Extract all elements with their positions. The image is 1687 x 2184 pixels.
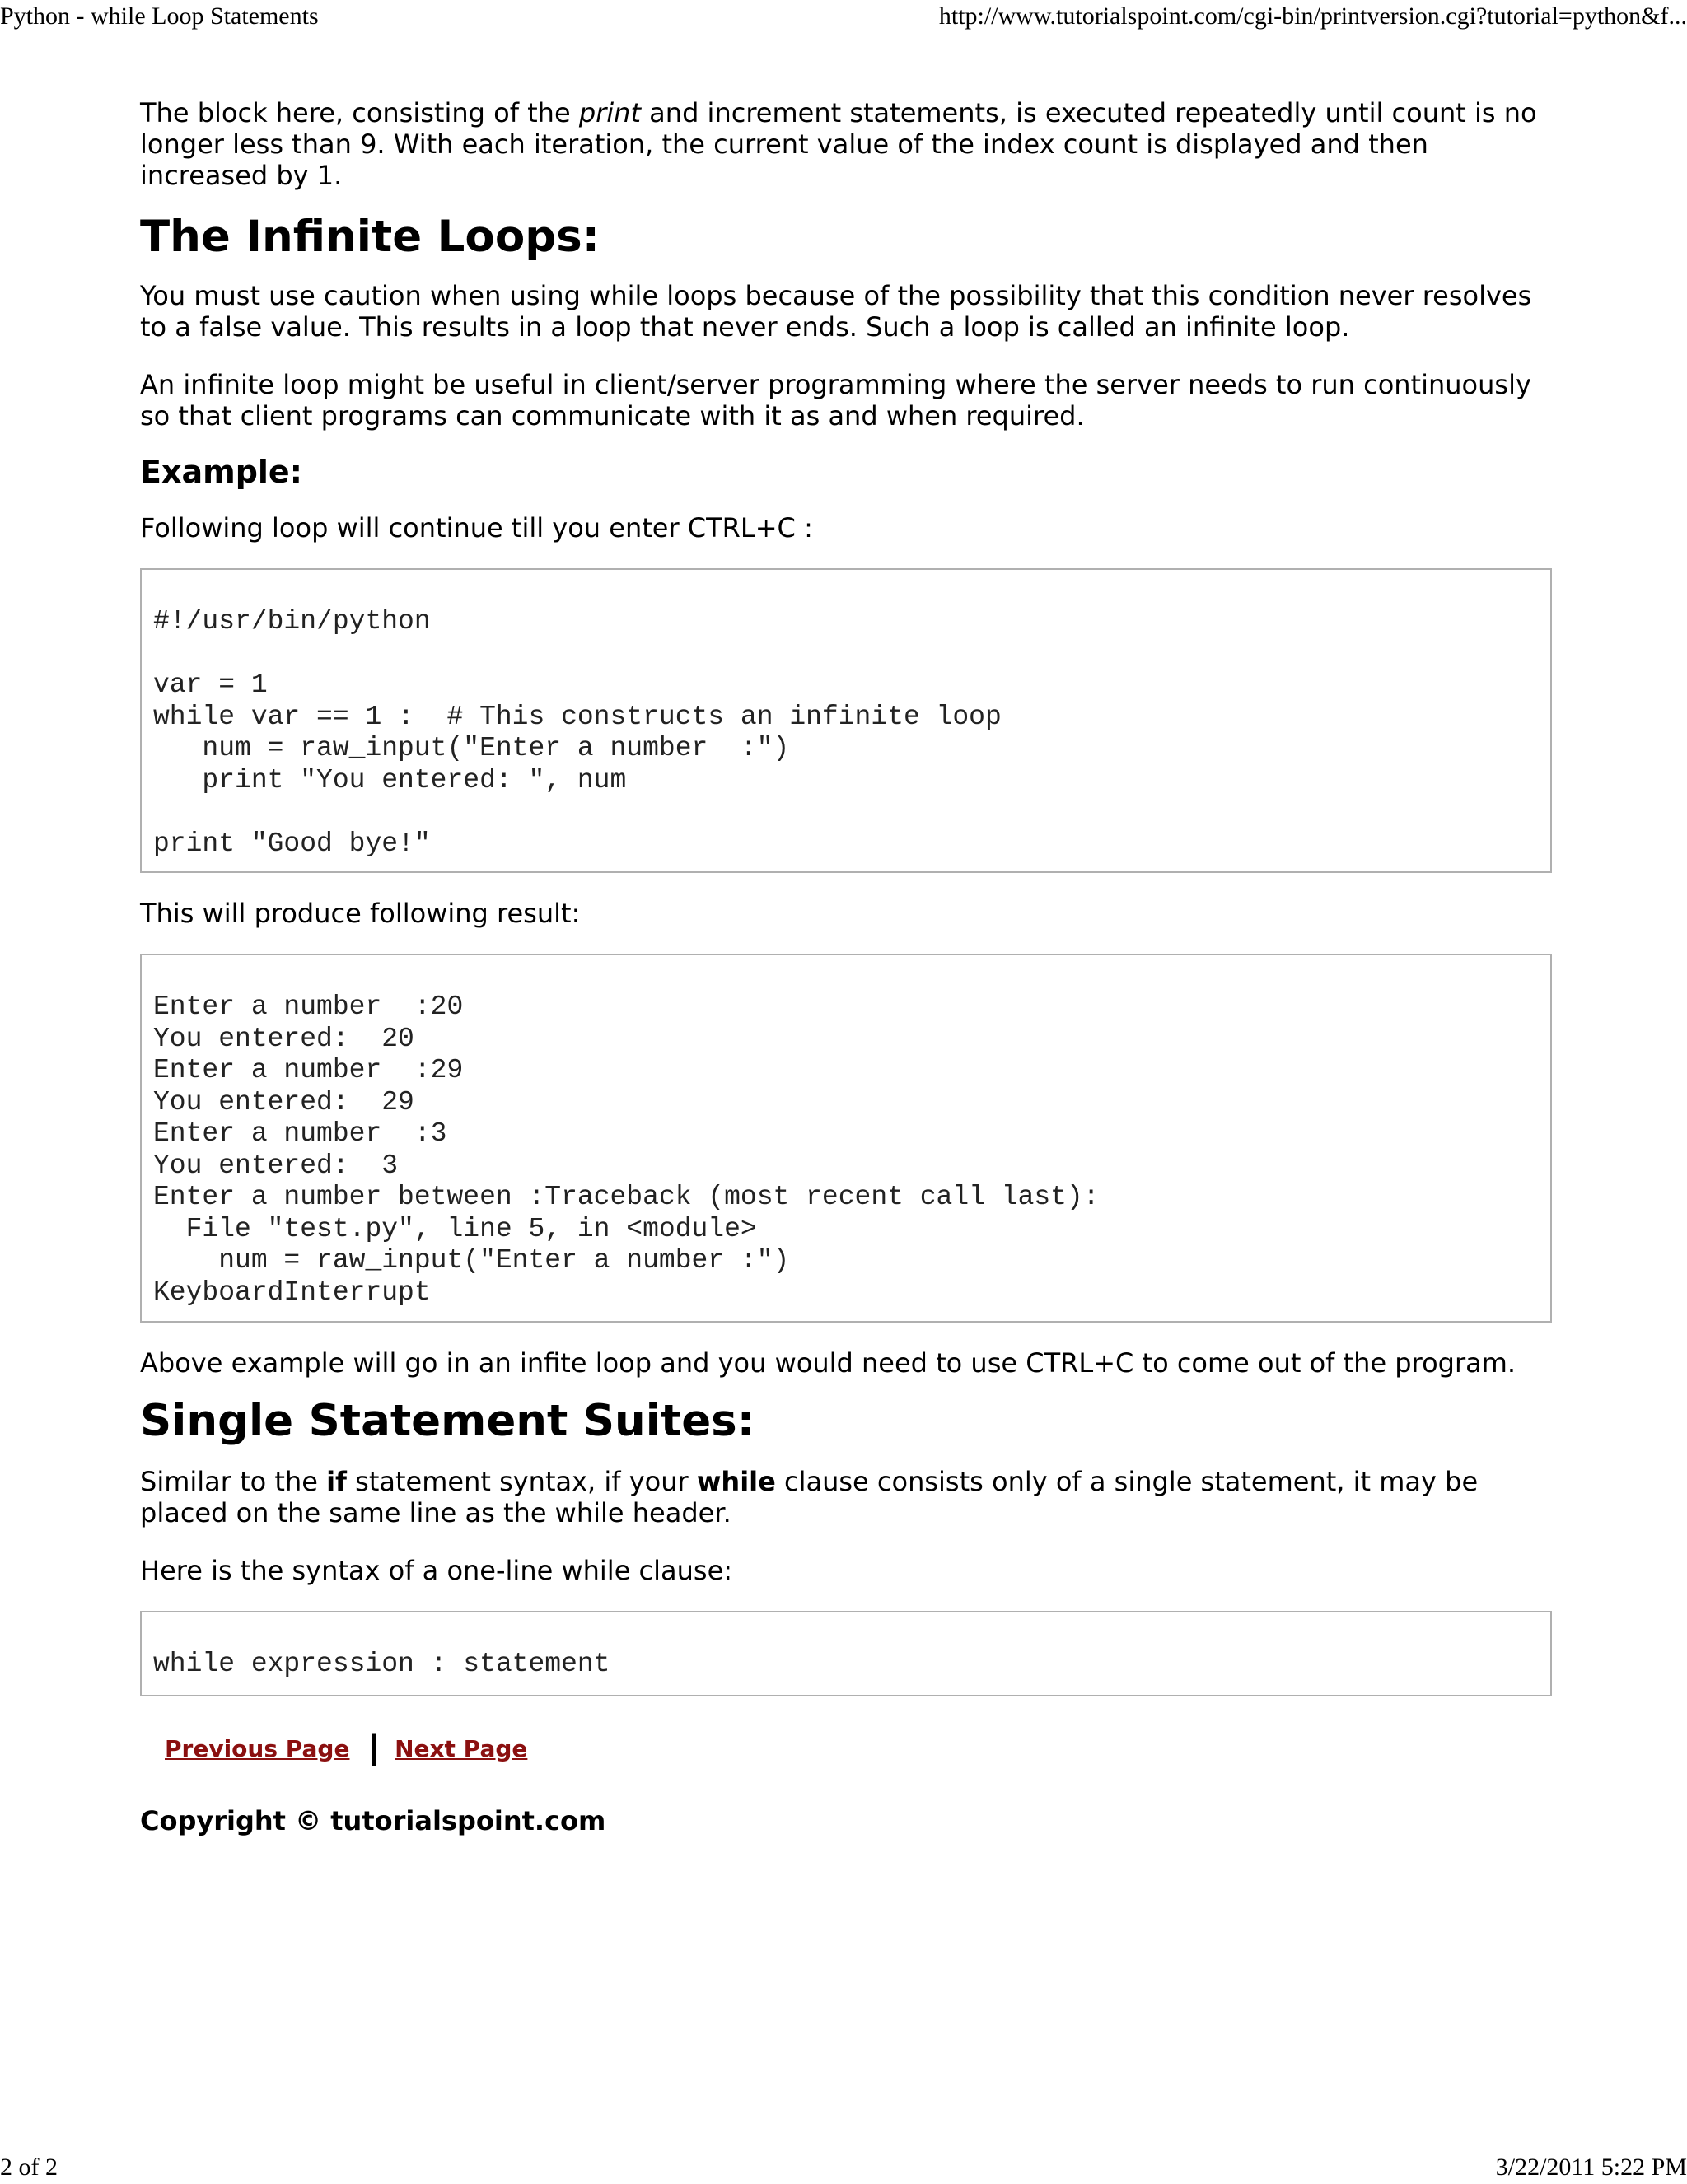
syntax-listing: while expression : statement	[153, 1649, 610, 1679]
page-navigation	[140, 1731, 1553, 1766]
single-statement-heading: Single Statement Suites:	[140, 1396, 755, 1446]
single-text-c: statement syntax, if your	[346, 1466, 697, 1497]
while-keyword: while	[696, 1466, 776, 1497]
infinite-loops-heading: The Infinite Loops:	[140, 212, 600, 262]
next-page-link[interactable]: Next Page	[395, 1735, 528, 1762]
intro-paragraph	[140, 97, 1553, 191]
print-footer-datetime: 3/22/2011 5:22 PM	[1495, 2154, 1687, 2181]
nav-separator: |	[367, 1729, 381, 1766]
after-output-paragraph: Above example will go in an infite loop and you would need to use CTRL+C to come out of the program.	[140, 1347, 1516, 1379]
print-header-title: Python - while Loop Statements	[0, 2, 319, 30]
syntax-intro: Here is the syntax of a one-line while clause:	[140, 1555, 733, 1586]
if-keyword: if	[326, 1466, 347, 1497]
print-footer-page: 2 of 2	[0, 2154, 58, 2181]
single-text-a: Similar to the	[140, 1466, 327, 1497]
single-paragraph	[140, 1466, 1553, 1528]
intro-print-keyword: print	[578, 97, 641, 128]
infinite-paragraph-2: An infinite loop might be useful in client/server programming where the server needs to run continuously so that client programs can communicate with it as and when required.	[140, 369, 1531, 432]
example-intro: Following loop will continue till you enter CTRL+C :	[140, 512, 813, 544]
article-content	[140, 97, 1553, 1836]
code-listing: #!/usr/bin/python var = 1 while var == 1 : # This constructs an infinite loop num = raw_input("Enter a number :") print "You entered: ", num print "Good bye!"	[153, 606, 1002, 859]
example-heading: Example:	[140, 454, 302, 490]
print-header-url: http://www.tutorialspoint.com/cgi-bin/printversion.cgi?tutorial=python&f...	[938, 2, 1687, 30]
code-block	[140, 568, 1552, 873]
intro-text-after: and increment statements, is executed repeatedly until count is no longer less than 9. With each iteration, the current value of the index count is displayed and then increased by 1.	[140, 97, 1537, 191]
previous-page-link[interactable]: Previous Page	[165, 1735, 350, 1762]
output-listing: Enter a number :20 You entered: 20 Enter a number :29 You entered: 29 Enter a number :3 You entered: 3 Enter a number between :Traceback (most recent call last): File "test.py", line 5, in <module> num = raw_input("Enter a number :") KeyboardInterrupt	[153, 992, 1100, 1308]
single-text-e: clause consists only of a single statement, it may be placed on the same line as the while header.	[140, 1466, 1479, 1528]
result-intro: This will produce following result:	[140, 898, 581, 929]
output-block	[140, 954, 1552, 1323]
copyright: Copyright © tutorialspoint.com	[140, 1805, 606, 1836]
print-footer	[0, 2151, 1687, 2184]
intro-text-before: The block here, consisting of the	[140, 97, 579, 128]
syntax-block	[140, 1611, 1552, 1696]
print-header	[0, 0, 1687, 33]
infinite-paragraph-1: You must use caution when using while loops because of the possibility that this condition never resolves to a false value. This results in a loop that never ends. Such a loop is called an infinite loop.	[140, 280, 1532, 343]
